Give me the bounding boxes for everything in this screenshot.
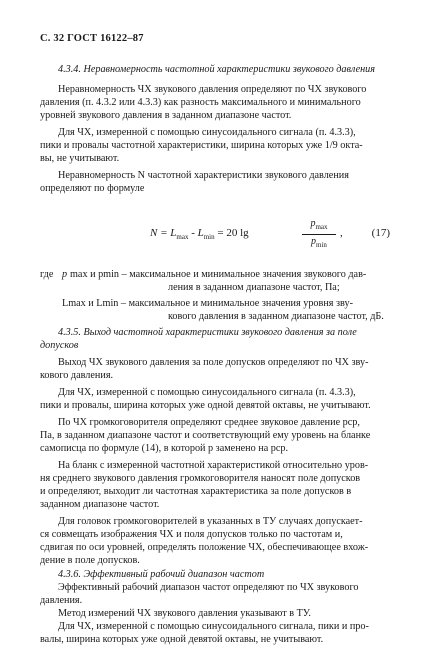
paragraph-line: пики и провалы, ширина которых уже одной девятой октавы, не учитывают. [40,400,371,411]
section-4-3-4-heading: 4.3.4. Неравномерность частотной характеристики звукового давления [58,64,376,75]
paragraph-line: Для ЧХ, измеренной с помощью синусоидального сигнала (п. 4.3.3), [58,127,356,138]
paragraph-line: кового давления. [40,370,114,381]
legend-item1-line: ления в заданном диапазоне частот, Па; [168,282,340,293]
formula-lmin-sub: min [203,233,215,242]
paragraph-line: Для ЧХ, измеренной с помощью синусоидального сигнала, пики и про- [58,621,369,632]
paragraph-line: вы, не учитывают. [40,153,120,164]
paragraph-line: ся совмещать изображения ЧХ и поля допусков только по частотам и, [40,529,343,540]
paragraph-line: пики и провалы частотной характеристики, ширина которых уже 1/9 окта- [40,140,363,151]
paragraph-line: сдвигая по оси уровней, определять положение ЧХ, обеспечивающее вхож- [40,542,369,553]
section-4-3-6-heading: 4.3.6. Эффективный рабочий диапазон частот [58,569,265,580]
fraction-numerator-sub: max [315,223,328,231]
paragraph-line: определяют по формуле [40,183,145,194]
formula-tail: , [340,227,343,239]
formula-fraction [302,218,336,251]
formula-minus: - L [188,227,204,239]
paragraph-line: Па, в заданном диапазоне частот и соответствующий ему уровень на бланке [40,430,371,441]
section-4-3-5-heading: 4.3.5. Выход частотной характеристики звукового давления за поле [58,327,357,338]
paragraph-line: и определяют, выходит ли частотная характеристика за поле допусков в [40,486,352,497]
paragraph-line: ня среднего звукового давления громкоговорителя наносят поле допусков [40,473,361,484]
paragraph-line: Метод измерений ЧХ звукового давления указывают в ТУ. [58,608,311,619]
formula-expression [150,227,249,241]
paragraph-line: заданном диапазоне частот. [40,499,160,510]
formula-lhs: N = L [150,227,177,239]
paragraph-line: Неравномерность ЧХ звукового давления определяют по ЧХ звукового [58,84,367,95]
legend-item2-line: кового давления в заданном диапазоне частот, дБ. [168,311,384,322]
paragraph-line: По ЧХ громкоговорителя определяют среднее звуковое давление pср, [58,417,360,428]
paragraph-line: Для головок громкоговорителей в указанных в ТУ случаях допускает- [58,516,363,527]
formula-17 [150,218,390,258]
paragraph-line: На бланк с измеренной частотной характеристикой относительно уров- [58,460,369,471]
page-header: С. 32 ГОСТ 16122–87 [40,33,144,44]
formula-lmax-sub: max [176,233,189,242]
legend-item1-line: max и pmin – максимальное и минимальное значения звукового дав- [70,269,367,280]
paragraph-line: самописца по формуле (14), в которой p заменено на pср. [40,443,289,454]
formula-equals: = 20 lg [214,227,249,239]
fraction-denominator: p [311,236,317,247]
paragraph-line: Для ЧХ, измеренной с помощью синусоидального сигнала (п. 4.3.3), [58,387,356,398]
fraction-denominator-sub: min [316,241,327,249]
fraction-numerator: p [310,218,316,229]
paragraph-line: уровней звукового давления в заданном диапазоне частот. [40,110,292,121]
legend-item2-line: Lmax и Lmin – максимальное и минимальное значения уровня зву- [62,298,353,309]
paragraph-line: давления (п. 4.3.2 или 4.3.3) как разность максимального и минимального [40,97,361,108]
paragraph-line: давления. [40,595,83,606]
paragraph-line: Эффективный рабочий диапазон частот определяют по ЧХ звукового [58,582,359,593]
legend-symbol-p: p [62,269,68,280]
paragraph-line: дение в поле допусков. [40,555,140,566]
paragraph-line: Неравномерность N частотной характеристики звукового давления [58,170,349,181]
paragraph-line: Выход ЧХ звукового давления за поле допусков определяют по ЧХ зву- [58,357,369,368]
formula-number: (17) [371,227,390,239]
fraction-bar [302,234,336,235]
legend-where: где [40,269,54,280]
paragraph-line: валы, ширина которых уже одной девятой октавы, не учитывают. [40,634,324,645]
section-4-3-5-heading-cont: допусков [40,340,79,351]
